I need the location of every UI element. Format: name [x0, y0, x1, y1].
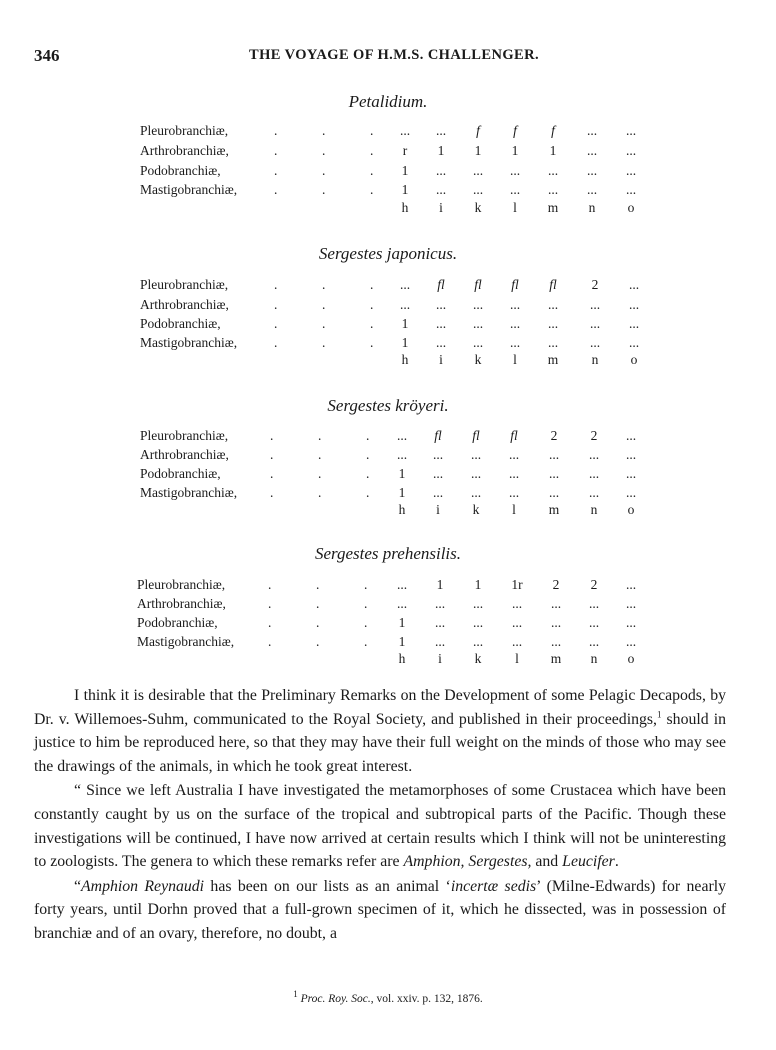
table-cell: 1: [398, 615, 406, 630]
table-cell: ...: [509, 316, 521, 331]
table-cell: ...: [508, 485, 520, 500]
table-cell: 1: [549, 143, 557, 158]
column-letter: n: [590, 502, 598, 517]
table-cell: ...: [586, 123, 598, 138]
table-row: Podobranchiæ, . . . 1 ... ... ... ... ... ...: [0, 466, 776, 486]
table-cell: ...: [628, 316, 640, 331]
table-cell: ...: [508, 466, 520, 481]
paragraph-text: (Milne-Edwards) for nearly forty years, until Dorhn proved that a full-grown specimen of it, which he dissected, was in possession of branchiæ and of an ovary, therefore, no doubt, a: [34, 877, 726, 942]
table-cell: ...: [588, 485, 600, 500]
table-cell: ...: [434, 596, 446, 611]
table-cell: 1: [436, 577, 444, 592]
table-cell: ...: [550, 634, 562, 649]
table-cell: ...: [472, 596, 484, 611]
table-cell: ...: [470, 447, 482, 462]
table-cell: ...: [508, 447, 520, 462]
running-title: THE VOYAGE OF H.M.S. CHALLENGER.: [249, 47, 539, 63]
table-cell: ...: [548, 485, 560, 500]
table-cell: ...: [625, 485, 637, 500]
table-cell: 2: [590, 577, 598, 592]
table-cell: 1: [437, 143, 445, 158]
table-cell: 1: [398, 485, 406, 500]
table-cell: ...: [625, 447, 637, 462]
paragraph-text: has been on our lists as an animal: [204, 877, 446, 895]
table-cell: ...: [396, 577, 408, 592]
quote-mark: ’: [536, 877, 541, 895]
table-row: Pleurobranchiæ, . . . ... fl fl fl 2 2 ...: [0, 428, 776, 448]
table-cell: fl: [474, 277, 482, 292]
table-cell: ...: [472, 316, 484, 331]
table-cell: ...: [472, 297, 484, 312]
table-cell: ...: [435, 163, 447, 178]
column-letter: i: [436, 502, 440, 517]
body-text: [34, 684, 726, 946]
column-letter: k: [474, 352, 482, 367]
column-letter: o: [627, 502, 635, 517]
table-cell: ...: [399, 123, 411, 138]
table-cell: ...: [586, 182, 598, 197]
table-cell: ...: [589, 316, 601, 331]
paragraph-text: “ Since we left Australia I have investigated the metamorphoses of some Crustacea which have been constantly caught by us on the surface of the tropical and subtropical parts of the Pacific. Though these investigations will be continued, I have now arrived at certain results which I think will not be uninteresting to zoologists. The genera to which these remarks refer are: [34, 782, 726, 871]
column-letter: l: [513, 200, 517, 215]
column-letter: h: [401, 200, 409, 215]
table-cell: ...: [511, 596, 523, 611]
table-cell: fl: [511, 277, 519, 292]
table-cell: ...: [628, 277, 640, 292]
table-row: Mastigobranchiæ, . . . 1 ... ... ... ... ... ...: [0, 485, 776, 505]
table-cell: fl: [434, 428, 442, 443]
table-row: Pleurobranchiæ, . . . ... ... f f f ... ...: [0, 123, 776, 143]
table-row: Arthrobranchiæ, . . . r 1 1 1 1 ... ...: [0, 143, 776, 163]
column-letter: i: [439, 352, 443, 367]
table-cell: ...: [470, 485, 482, 500]
table-cell: 2: [552, 577, 560, 592]
table-cell: ...: [588, 596, 600, 611]
table-cell: 1: [398, 466, 406, 481]
table-cell: ...: [509, 335, 521, 350]
table-cell: ...: [550, 615, 562, 630]
table-cell: 1: [401, 316, 409, 331]
table-cell: ...: [435, 335, 447, 350]
table-row: Podobranchiæ, . . . 1 ... ... ... ... ... ...: [0, 163, 776, 183]
table-cell: ...: [547, 335, 559, 350]
table-cell: ...: [547, 297, 559, 312]
footnote-page: p. 132, 1876.: [419, 993, 483, 1005]
footnote-ref: 1: [657, 709, 662, 720]
column-letter: k: [474, 200, 482, 215]
table-cell: ...: [589, 335, 601, 350]
table-cell: ...: [396, 447, 408, 462]
table-cell: 1: [511, 143, 519, 158]
table-cell: ...: [432, 447, 444, 462]
table-cell: ...: [547, 163, 559, 178]
table-cell: ...: [588, 466, 600, 481]
latin-term: incertæ sedis: [450, 877, 537, 895]
table-cell: ...: [625, 466, 637, 481]
table-cell: ...: [435, 123, 447, 138]
table-cell: 1: [401, 163, 409, 178]
table-cell: f: [476, 123, 480, 138]
table-row: Mastigobranchiæ, . . . 1 ... ... ... ... ... ...: [0, 182, 776, 202]
table-cell: ...: [472, 163, 484, 178]
table-cell: ...: [509, 297, 521, 312]
table-cell: 2: [591, 277, 599, 292]
table-cell: 1: [398, 634, 406, 649]
table-row: Arthrobranchiæ, . . . ... ... ... ... ... ... ...: [0, 596, 776, 616]
table-row: Mastigobranchiæ, . . . 1 ... ... ... ... ... ...: [0, 335, 776, 355]
row-label: Pleurobranchiæ,: [137, 577, 226, 592]
column-letter: m: [550, 651, 562, 666]
table-cell: ...: [547, 316, 559, 331]
column-letter: n: [590, 651, 598, 666]
table-cell: ...: [511, 634, 523, 649]
page-number: 346: [34, 46, 60, 65]
table-cell: ...: [588, 615, 600, 630]
table-cell: ...: [625, 163, 637, 178]
paragraph: [34, 875, 726, 946]
table-cell: 2: [590, 428, 598, 443]
row-label: Arthrobranchiæ,: [137, 596, 226, 611]
table-cell: f: [551, 123, 555, 138]
row-label: Arthrobranchiæ,: [140, 297, 229, 312]
table-cell: r: [402, 143, 408, 158]
table-cell: fl: [549, 277, 557, 292]
table-cell: ...: [509, 182, 521, 197]
column-letter: i: [438, 651, 442, 666]
table-species-title: Sergestes prehensilis.: [314, 544, 462, 563]
table-species-title: Petalidium.: [348, 92, 428, 111]
table-cell: fl: [437, 277, 445, 292]
genus-name: Leucifer: [562, 853, 615, 871]
paragraph-text: and: [531, 853, 563, 871]
table-cell: ...: [625, 143, 637, 158]
table-cell: ...: [472, 615, 484, 630]
column-letter: m: [548, 502, 560, 517]
table-cell: ...: [586, 143, 598, 158]
page-header: [34, 46, 754, 70]
row-label: Mastigobranchiæ,: [137, 634, 235, 649]
footnote: [0, 989, 776, 1005]
table-cell: ...: [399, 297, 411, 312]
row-label: Podobranchiæ,: [140, 163, 221, 178]
table-cell: ...: [511, 615, 523, 630]
table-cell: 1r: [511, 577, 523, 592]
table-cell: ...: [625, 123, 637, 138]
row-label: Arthrobranchiæ,: [140, 447, 229, 462]
row-label: Podobranchiæ,: [140, 316, 221, 331]
column-letter: n: [591, 352, 599, 367]
table-cell: ...: [470, 466, 482, 481]
table-cell: ...: [399, 277, 411, 292]
table-cell: ...: [588, 447, 600, 462]
paragraph-text: .: [614, 853, 619, 871]
table-cell: ...: [625, 615, 637, 630]
table-row: Pleurobranchiæ, . . . ... fl fl fl fl 2 ...: [0, 277, 776, 297]
species-name: Amphion Reynaudi: [81, 877, 205, 895]
table-cell: ...: [434, 615, 446, 630]
row-label: Mastigobranchiæ,: [140, 485, 238, 500]
column-letters-row: [0, 200, 776, 220]
table-cell: ...: [396, 428, 408, 443]
table-cell: ...: [472, 182, 484, 197]
row-label: Pleurobranchiæ,: [140, 277, 229, 292]
genera-names: Amphion, Sergestes,: [403, 853, 532, 871]
journal-name: Proc. Roy. Soc.: [300, 993, 371, 1005]
table-cell: ...: [432, 466, 444, 481]
table-cell: ...: [432, 485, 444, 500]
table-cell: ...: [548, 447, 560, 462]
table-cell: 2: [550, 428, 558, 443]
table-row: Pleurobranchiæ, . . . ... 1 1 1r 2 2 ...: [0, 577, 776, 597]
table-cell: fl: [472, 428, 480, 443]
column-letter: k: [472, 502, 480, 517]
table-cell: ...: [509, 163, 521, 178]
column-letter: h: [398, 651, 406, 666]
quote-mark: ‘: [445, 877, 451, 895]
row-label: Podobranchiæ,: [140, 466, 221, 481]
column-letter: o: [627, 651, 635, 666]
table-row: Mastigobranchiæ, . . . 1 ... ... ... ... ... ...: [0, 634, 776, 654]
table-cell: ...: [625, 596, 637, 611]
table-cell: ...: [435, 182, 447, 197]
column-letter: n: [588, 200, 596, 215]
column-letter: o: [630, 352, 638, 367]
table-cell: ...: [628, 335, 640, 350]
table-row: Podobranchiæ, . . . 1 ... ... ... ... ... ...: [0, 316, 776, 336]
row-label: Podobranchiæ,: [137, 615, 218, 630]
table-row: Podobranchiæ, . . . 1 ... ... ... ... ... ...: [0, 615, 776, 635]
table-cell: f: [513, 123, 517, 138]
table-cell: ...: [625, 428, 637, 443]
table-cell: ...: [628, 297, 640, 312]
column-letter: k: [474, 651, 482, 666]
table-cell: ...: [435, 316, 447, 331]
row-label: Mastigobranchiæ,: [140, 335, 238, 350]
table-cell: 1: [474, 577, 482, 592]
column-letter: o: [627, 200, 635, 215]
footnote-text: , vol. xxiv.: [370, 993, 420, 1005]
table-cell: ...: [625, 182, 637, 197]
table-cell: 1: [474, 143, 482, 158]
table-cell: ...: [396, 596, 408, 611]
row-label: Mastigobranchiæ,: [140, 182, 238, 197]
paragraph: [34, 779, 726, 873]
column-letter: l: [515, 651, 519, 666]
quote-mark: “: [74, 877, 82, 895]
paragraph-text: should in justice to him be reproduced here, so that they may have their full weight on the minds of those who may see the drawings of the animals, in which he took great interest.: [34, 710, 726, 775]
paragraph-text: I think it is desirable that the Preliminary Remarks on the Development of some Pelagic Decapods, by Dr. v. Willemoes-Suhm, communicated to the Royal Society, and published in their proceedings,: [34, 687, 726, 728]
column-letter: i: [439, 200, 443, 215]
table-cell: ...: [472, 335, 484, 350]
column-letter: m: [547, 352, 559, 367]
table-species-title: Sergestes kröyeri.: [327, 396, 449, 415]
table-cell: ...: [548, 466, 560, 481]
column-letters-row: [0, 651, 776, 671]
table-cell: ...: [586, 163, 598, 178]
row-label: Pleurobranchiæ,: [140, 428, 229, 443]
table-cell: ...: [472, 634, 484, 649]
column-letters-row: [0, 502, 776, 522]
footnote-mark: 1: [293, 989, 298, 1000]
table-species-title: Sergestes japonicus.: [318, 244, 458, 263]
table-row: Arthrobranchiæ, . . . ... ... ... ... ... ... ...: [0, 447, 776, 467]
row-label: Pleurobranchiæ,: [140, 123, 229, 138]
table-cell: fl: [510, 428, 518, 443]
table-row: Arthrobranchiæ, . . . ... ... ... ... ... ... ...: [0, 297, 776, 317]
table-cell: ...: [588, 634, 600, 649]
column-letter: h: [398, 502, 406, 517]
table-cell: ...: [435, 297, 447, 312]
column-letter: m: [547, 200, 559, 215]
table-cell: ...: [625, 634, 637, 649]
table-cell: ...: [434, 634, 446, 649]
table-cell: ...: [625, 577, 637, 592]
column-letters-row: [0, 352, 776, 372]
column-letter: h: [401, 352, 409, 367]
table-cell: ...: [589, 297, 601, 312]
row-label: Arthrobranchiæ,: [140, 143, 229, 158]
column-letter: l: [513, 352, 517, 367]
paragraph: [34, 684, 726, 778]
table-cell: 1: [401, 182, 409, 197]
table-cell: ...: [547, 182, 559, 197]
table-cell: 1: [401, 335, 409, 350]
column-letter: l: [512, 502, 516, 517]
table-cell: ...: [550, 596, 562, 611]
